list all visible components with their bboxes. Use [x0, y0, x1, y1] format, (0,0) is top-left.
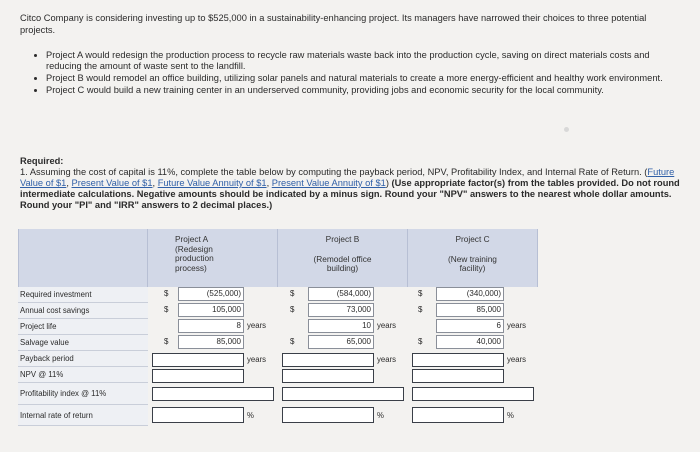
project-a-title: Project A	[175, 234, 209, 244]
link-present-value-annuity[interactable]: Present Value Annuity of $1	[271, 178, 386, 188]
project-b-project-life[interactable]: 10	[308, 319, 374, 333]
project-b-pi-input[interactable]	[282, 387, 404, 401]
scroll-dot	[564, 127, 569, 132]
row-label-payback-period: Payback period	[18, 351, 148, 367]
project-a-payback-input[interactable]	[152, 353, 244, 367]
project-a-subtitle: (Redesign production process)	[175, 243, 214, 273]
currency-symbol: $	[418, 305, 423, 314]
project-a-salvage-value[interactable]: 85,000	[178, 335, 244, 349]
list-item: • Project A would redesign the production process to recycle raw materials waste back into the production cycle, saving on direct materials costs and reducing the amount of waste sent to the landfill.	[46, 50, 686, 72]
unit-years: years	[377, 321, 397, 330]
required-bold-instructions: (Use appropriate factor(s) from the tables provided. Do not round intermediate calculations. Negative amounts should be indicated by a minus sign. Round your "NPV" answers to the nearest whole dollar amounts. Round your "PI" and "IRR" answers to 2 decimal places.)	[20, 178, 680, 210]
header-project-a	[148, 229, 278, 287]
project-b-subtitle: (Remodel office building)	[313, 253, 372, 273]
unit-percent: %	[377, 411, 384, 420]
project-c-payback-input[interactable]	[412, 353, 504, 367]
unit-percent: %	[247, 411, 254, 420]
row-label-annual-savings: Annual cost savings	[18, 303, 148, 319]
row-label-salvage-value: Salvage value	[18, 335, 148, 351]
row-label-required-investment: Required investment	[18, 287, 148, 303]
project-c-pi-input[interactable]	[412, 387, 534, 401]
project-c-salvage-value[interactable]: 40,000	[436, 335, 504, 349]
projects-table	[18, 229, 538, 426]
row-label-project-life: Project life	[18, 319, 148, 335]
project-a-project-life[interactable]: 8	[178, 319, 244, 333]
project-a-required-investment[interactable]: (525,000)	[178, 287, 244, 301]
unit-years: years	[247, 355, 267, 364]
list-item: • Project C would build a new training center in an underserved community, providing jobs and economic security for the local community.	[46, 85, 686, 96]
project-c-project-life[interactable]: 6	[436, 319, 504, 333]
project-c-subtitle: (New training facility)	[448, 253, 497, 273]
row-label-profitability-index: Profitability index @ 11%	[18, 383, 148, 405]
row-label-npv: NPV @ 11%	[18, 367, 148, 383]
project-a-irr-input[interactable]	[152, 407, 244, 423]
link-present-value[interactable]: Present Value of $1	[71, 178, 153, 188]
project-a-npv-input[interactable]	[152, 369, 244, 383]
project-c-irr-input[interactable]	[412, 407, 504, 423]
project-c-title: Project C	[455, 234, 490, 244]
currency-symbol: $	[290, 337, 295, 346]
project-b-npv-input[interactable]	[282, 369, 374, 383]
project-b-required-investment[interactable]: (584,000)	[308, 287, 374, 301]
unit-years: years	[247, 321, 267, 330]
currency-symbol: $	[418, 337, 423, 346]
currency-symbol: $	[164, 337, 169, 346]
project-b-annual-savings[interactable]: 73,000	[308, 303, 374, 317]
currency-symbol: $	[164, 289, 169, 298]
unit-years: years	[507, 321, 527, 330]
project-c-required-investment[interactable]: (340,000)	[436, 287, 504, 301]
unit-percent: %	[507, 411, 514, 420]
list-item: • Project B would remodel an office building, utilizing solar panels and natural materials to create a more energy-efficient and healthy work environment.	[46, 73, 686, 84]
link-future-value-annuity[interactable]: Future Value Annuity of $1	[157, 178, 267, 188]
header-project-c	[408, 229, 538, 287]
project-c-annual-savings[interactable]: 85,000	[436, 303, 504, 317]
header-blank	[18, 229, 148, 287]
required-heading: Required:	[20, 156, 64, 166]
link-future-value[interactable]: Future Value of $1	[20, 167, 675, 188]
currency-symbol: $	[290, 305, 295, 314]
project-b-irr-input[interactable]	[282, 407, 374, 423]
unit-years: years	[507, 355, 527, 364]
intro-text: Citco Company is considering investing up to $525,000 in a sustainability-enhancing project. Its managers have narrowed their choices to three potential projects.	[20, 13, 647, 35]
project-b-payback-input[interactable]	[282, 353, 374, 367]
project-a-annual-savings[interactable]: 105,000	[178, 303, 244, 317]
currency-symbol: $	[418, 289, 423, 298]
project-c-npv-input[interactable]	[412, 369, 504, 383]
required-section	[20, 156, 690, 211]
currency-symbol: $	[164, 305, 169, 314]
project-list	[32, 50, 686, 97]
project-b-title: Project B	[325, 234, 360, 244]
project-a-pi-input[interactable]	[152, 387, 274, 401]
required-line: 1. Assuming the cost of capital is 11%, complete the table below by computing the payback period, NPV, Profitability Index, and Internal Rate of Return.	[20, 167, 642, 177]
row-label-irr: Internal rate of return	[18, 405, 148, 426]
required-instructions: 1. Assuming the cost of capital is 11%, complete the table below by computing the payback period, NPV, Profitability Index, and Internal Rate of Return. (Future Value of $1, Present Value of $1, Future Value Annuity of $1, Present Value Annuity of $1) (Use appropriate factor(s) from the tables provided. Do not round intermediate calculations. Negative amounts should be indicated by a minus sign. Round your "NPV" answers to the nearest whole dollar amounts. Round your "PI" and "IRR" answers to 2 decimal places.)	[20, 167, 680, 210]
currency-symbol: $	[290, 289, 295, 298]
project-b-salvage-value[interactable]: 65,000	[308, 335, 374, 349]
unit-years: years	[377, 355, 397, 364]
header-project-b	[278, 229, 408, 287]
